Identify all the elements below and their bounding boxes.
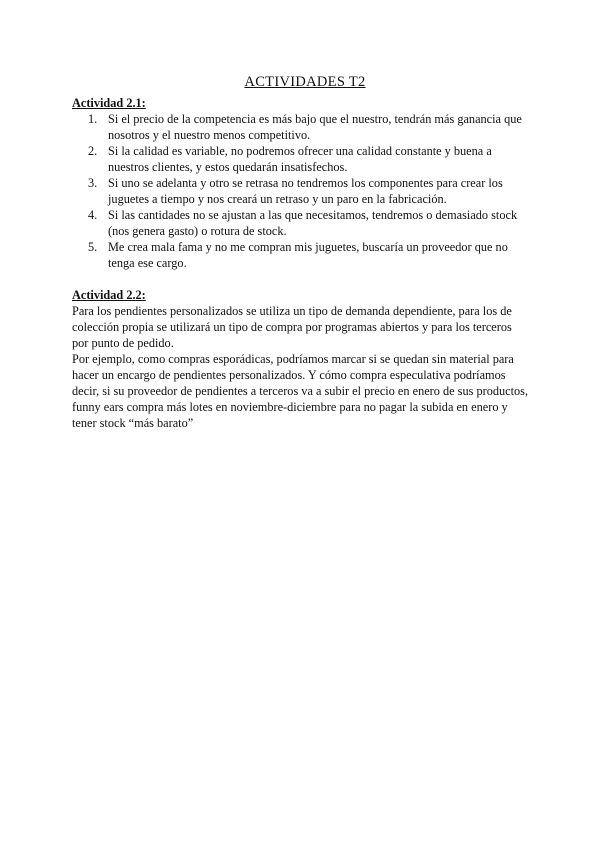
list-item-number: 1. xyxy=(88,112,98,126)
list-item-text: Me crea mala fama y no me compran mis juguetes, buscaría un proveedor que no tenga ese cargo. xyxy=(108,240,508,270)
paragraph-2: Por ejemplo, como compras esporádicas, podríamos marcar si se quedan sin material para hacer un encargo de pendientes personalizados. Y cómo compra especulativa podríamos decir, si su proveedor de pendientes a terceros va a subir el precio en enero de sus productos, funny ears compra más lotes en noviembre-diciembre para no pagar la subida en enero y tener stock “más barato” xyxy=(72,352,529,430)
list-item xyxy=(72,207,530,239)
list-item-text: Si uno se adelanta y otro se retrasa no tendremos los componentes para crear los juguetes a tiempo y nos creará un retraso y un paro en la fabricación. xyxy=(108,176,503,206)
list-item-text: Si las cantidades no se ajustan a las que necesitamos, tendremos o demasiado stock (nos genera gasto) o rotura de stock. xyxy=(108,208,518,238)
list-item-number: 4. xyxy=(88,208,98,222)
paragraph-1: Para los pendientes personalizados se utiliza un tipo de demanda dependiente, para los de colección propia se utilizará un tipo de compra por programas abiertos y para los terceros por punto de pedido. xyxy=(72,304,512,350)
list-item-text: Si el precio de la competencia es más bajo que el nuestro, tendrán más ganancia que nosotros y el nuestro menos competitivo. xyxy=(108,112,522,142)
list-item xyxy=(72,175,530,207)
list-item xyxy=(72,239,530,271)
section-heading-2-1: Actividad 2.1: xyxy=(72,96,146,110)
list-item xyxy=(72,111,530,143)
section-heading-2-2: Actividad 2.2: xyxy=(72,288,146,302)
section-spacer xyxy=(72,271,530,287)
list-item-number: 3. xyxy=(88,176,98,190)
activity-2-1-list xyxy=(72,111,530,271)
list-item-text: Si la calidad es variable, no podremos ofrecer una calidad constante y buena a nuestros clientes, y estos quedarán insatisfechos. xyxy=(108,144,492,174)
list-item-number: 5. xyxy=(88,240,98,254)
list-item-number: 2. xyxy=(88,144,98,158)
list-item xyxy=(72,143,530,175)
document-title: ACTIVIDADES T2 xyxy=(244,74,366,90)
